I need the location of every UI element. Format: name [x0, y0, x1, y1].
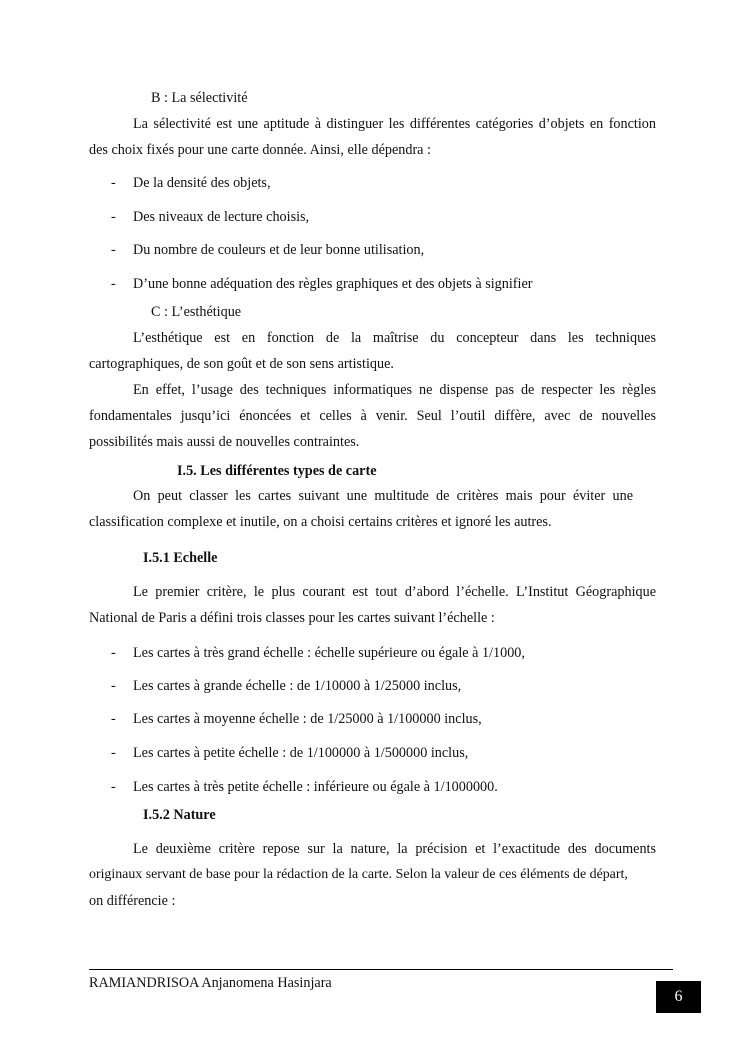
bullet-marker: - — [111, 175, 116, 191]
bullet-marker: - — [111, 779, 116, 795]
list-item: Les cartes à très grand échelle : échelle supérieure ou égale à 1/1000, — [133, 645, 525, 661]
section-c-para-line: En effet, l’usage des techniques informatiques ne dispense pas de respecter les règles — [133, 382, 656, 398]
section-c-para-line: possibilités mais aussi de nouvelles contraintes. — [89, 434, 360, 450]
section-i52-heading: I.5.2 Nature — [143, 807, 216, 823]
list-item: Des niveaux de lecture choisis, — [133, 209, 310, 225]
list-item: Du nombre de couleurs et de leur bonne utilisation, — [133, 242, 425, 258]
list-item: Les cartes à très petite échelle : inférieure ou égale à 1/1000000. — [133, 779, 498, 795]
footer-author: RAMIANDRISOA Anjanomena Hasinjara — [89, 975, 332, 991]
bullet-marker: - — [111, 276, 116, 292]
bullet-marker: - — [111, 242, 116, 258]
section-c-para-line: fondamentales jusqu’ici énoncées et celles à venir. Seul l’outil diffère, avec de nouvelles — [89, 408, 656, 424]
section-c-para-line: L’esthétique est en fonction de la maîtrise du concepteur dans les techniques — [133, 330, 656, 346]
section-i52-para-line: originaux servant de base pour la rédaction de la carte. Selon la valeur de ces éléments de départ, — [89, 867, 628, 882]
list-item: Les cartes à moyenne échelle : de 1/25000 à 1/100000 inclus, — [133, 711, 482, 727]
section-i5-para-line: On peut classer les cartes suivant une multitude de critères mais pour éviter une — [133, 488, 633, 504]
section-i51-heading: I.5.1 Echelle — [143, 550, 218, 566]
section-b-para-line: La sélectivité est une aptitude à distinguer les différentes catégories d’objets en fonction — [133, 116, 656, 132]
section-i5-para-line: classification complexe et inutile, on a choisi certains critères et ignoré les autres. — [89, 514, 552, 530]
list-item: D’une bonne adéquation des règles graphiques et des objets à signifier — [133, 276, 533, 292]
list-item: Les cartes à grande échelle : de 1/10000 à 1/25000 inclus, — [133, 678, 462, 694]
list-item: De la densité des objets, — [133, 175, 271, 191]
bullet-marker: - — [111, 678, 116, 694]
footer-divider — [89, 969, 673, 970]
section-i51-para-line: Le premier critère, le plus courant est tout d’abord l’échelle. L’Institut Géographique — [133, 584, 656, 600]
section-i51-para-line: National de Paris a défini trois classes pour les cartes suivant l’échelle : — [89, 610, 495, 626]
bullet-marker: - — [111, 745, 116, 761]
page-number: 6 — [656, 981, 701, 1013]
section-i5-heading: I.5. Les différentes types de carte — [177, 463, 377, 479]
section-b-heading: B : La sélectivité — [151, 90, 248, 106]
bullet-marker: - — [111, 711, 116, 727]
section-i52-para-line: on différencie : — [89, 893, 176, 909]
list-item: Les cartes à petite échelle : de 1/100000 à 1/500000 inclus, — [133, 745, 469, 761]
bullet-marker: - — [111, 645, 116, 661]
section-i52-para-line: Le deuxième critère repose sur la nature, la précision et l’exactitude des documents — [133, 841, 656, 857]
section-b-para-line: des choix fixés pour une carte donnée. Ainsi, elle dépendra : — [89, 142, 431, 158]
bullet-marker: - — [111, 209, 116, 225]
section-c-para-line: cartographiques, de son goût et de son sens artistique. — [89, 356, 394, 372]
section-c-heading: C : L’esthétique — [151, 304, 242, 320]
